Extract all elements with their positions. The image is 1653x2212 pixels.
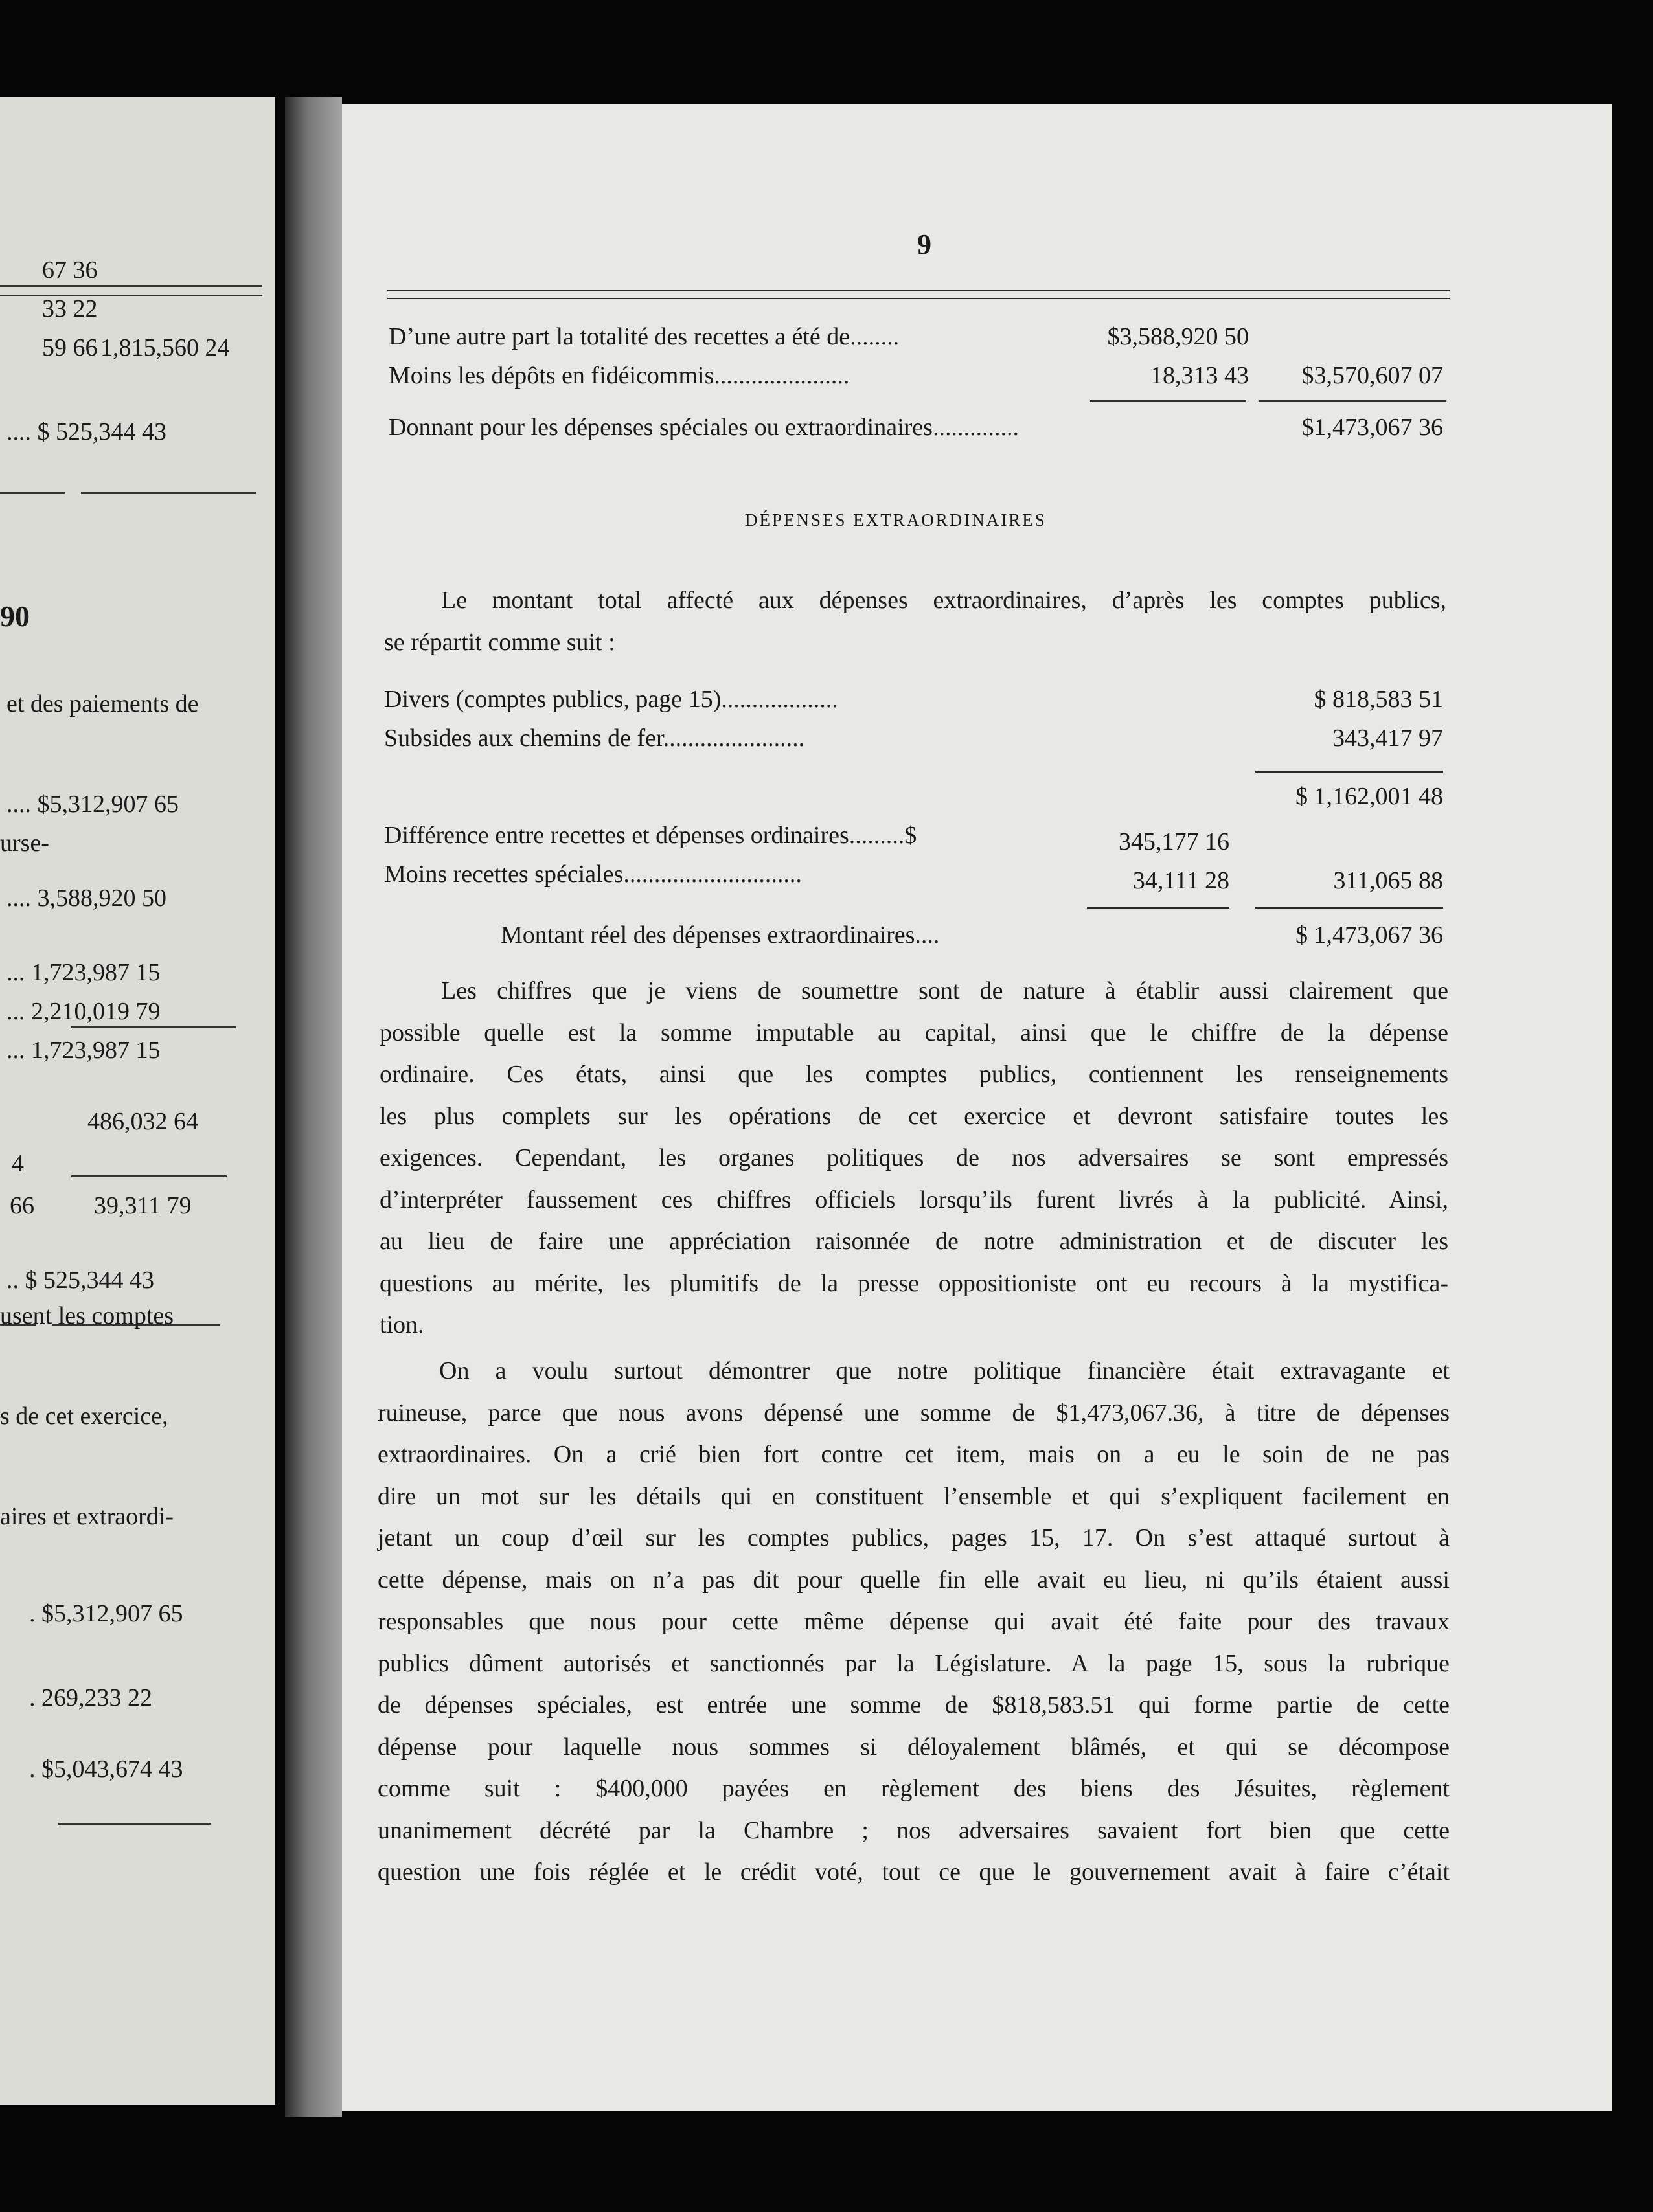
left-page-rule — [81, 492, 256, 494]
left-page-text: . $5,312,907 65 — [29, 1600, 183, 1627]
summary-value: 18,313 43 — [1150, 362, 1249, 389]
page-number: 9 — [917, 229, 931, 260]
left-page-text: 66 — [10, 1192, 34, 1219]
document-page — [342, 104, 1612, 2111]
text-line: au lieu de faire une appréciation raisonnée de notre administration et de discuter les — [380, 1228, 1448, 1255]
text-line: ordinaire. Ces états, ainsi que les comptes publics, contiennent les renseignements — [380, 1061, 1448, 1088]
sum-rule — [1255, 771, 1443, 773]
summary-label: D’une autre part la totalité des recettes a été de........ — [389, 323, 900, 350]
text-line: d’interpréter faussement ces chiffres officiels lorsqu’ils furent livrés à la publicité. Ainsi, — [380, 1186, 1448, 1213]
sum-rule — [1255, 907, 1443, 909]
text-line: jetant un coup d’œil sur les comptes publics, pages 15, 17. On s’est attaqué surtout à — [378, 1524, 1450, 1552]
text-line: tion. — [380, 1311, 424, 1338]
breakdown-label: Moins recettes spéciales............................. — [384, 861, 802, 888]
left-page-rule — [71, 1175, 227, 1177]
left-page-text: 59 66 — [42, 334, 98, 361]
sum-rule — [1259, 400, 1446, 402]
text-line: possible quelle est la somme imputable au capital, ainsi que le chiffre de la dépense — [380, 1019, 1448, 1046]
previous-page — [0, 97, 275, 2105]
breakdown-label: Divers (comptes publics, page 15)................... — [384, 686, 838, 713]
breakdown-value: 343,417 97 — [1332, 725, 1443, 752]
left-page-text: .... $5,312,907 65 — [6, 791, 179, 818]
intro-paragraph — [384, 580, 1446, 663]
left-page-text: s de cet exercice, — [0, 1403, 168, 1430]
left-page-text: 90 — [0, 600, 30, 633]
left-page-text: urse- — [0, 830, 49, 857]
summary-value: $3,570,607 07 — [1301, 362, 1443, 389]
text-line: ruineuse, parce que nous avons dépensé une somme de $1,473,067.36, à titre de dépenses — [378, 1399, 1450, 1427]
summary-value: $1,473,067 36 — [1301, 414, 1443, 441]
sum-rule — [1087, 907, 1229, 909]
text-line: questions au mérite, les plumitifs de la presse oppositioniste ont eu recours à la mystifica- — [380, 1269, 1448, 1297]
breakdown-label: Différence entre recettes et dépenses ordinaires.........$ — [384, 822, 917, 849]
text-line: dire un mot sur les détails qui en constituent l’ensemble et qui s’expliquent facilement en — [378, 1482, 1450, 1510]
left-page-text: et des paiements de — [6, 690, 199, 717]
summary-label: Moins les dépôts en fidéicommis...................... — [389, 362, 850, 389]
left-page-text: 486,032 64 — [87, 1108, 198, 1135]
header-rule — [387, 290, 1450, 291]
breakdown-value: 345,177 16 — [1119, 828, 1229, 855]
body-paragraph — [378, 1350, 1450, 1893]
text-line: cette dépense, mais on n’a pas dit pour quelle fin elle avait eu lieu, ni qu’ils étaient aussi — [378, 1566, 1450, 1594]
text-line: dépense pour laquelle nous sommes si déloyalement blâmés, et qui se décompose — [378, 1733, 1450, 1761]
text-line: responsables que nous pour cette même dépense qui avait été faite pour des travaux — [378, 1608, 1450, 1635]
sum-rule — [1090, 400, 1246, 402]
breakdown-value: $ 1,162,001 48 — [1295, 783, 1443, 810]
summary-value: $3,588,920 50 — [1107, 323, 1249, 350]
left-page-text: 39,311 79 — [94, 1192, 192, 1219]
breakdown-value: $ 1,473,067 36 — [1295, 921, 1443, 949]
left-page-text: ... 2,210,019 79 — [6, 998, 161, 1025]
left-page-text: aires et extraordi- — [0, 1503, 174, 1530]
breakdown-value: 311,065 88 — [1333, 867, 1443, 894]
text-line: question une fois réglée et le crédit voté, tout ce que le gouvernement avait à faire c’était — [378, 1858, 1450, 1886]
left-page-text: 67 36 — [42, 256, 98, 284]
left-page-text: .. $ 525,344 43 — [6, 1267, 154, 1294]
text-line: se répartit comme suit : — [384, 628, 615, 656]
left-page-text: 4 — [12, 1150, 24, 1177]
text-line: les plus complets sur les opérations de cet exercice et devront satisfaire toutes les — [380, 1102, 1448, 1130]
text-line: extraordinaires. On a crié bien fort contre cet item, mais on a eu le soin de ne pas — [378, 1441, 1450, 1468]
left-page-text: ... 1,723,987 15 — [6, 1037, 161, 1064]
left-page-rule — [0, 295, 262, 296]
body-paragraph — [380, 970, 1448, 1346]
left-page-rule — [0, 285, 262, 287]
left-page-text: . $5,043,674 43 — [29, 1755, 183, 1783]
text-line: de dépenses spéciales, est entrée une somme de $818,583.51 qui forme partie de cette — [378, 1691, 1450, 1719]
left-page-rule — [58, 1823, 211, 1825]
left-page-text: usent les comptes — [0, 1302, 174, 1329]
left-page-rule — [71, 1026, 236, 1028]
breakdown-value: 34,111 28 — [1132, 867, 1229, 894]
section-title: DÉPENSES EXTRAORDINAIRES — [745, 510, 1047, 530]
text-line: exigences. Cependant, les organes politiques de nos adversaires se sont empressés — [380, 1144, 1448, 1171]
text-line: publics dûment autorisés et sanctionnés par la Législature. A la page 15, sous la rubrique — [378, 1649, 1450, 1677]
summary-label: Donnant pour les dépenses spéciales ou extraordinaires.............. — [389, 414, 1019, 441]
left-page-rule — [0, 492, 65, 494]
left-page-text: .... 3,588,920 50 — [6, 885, 166, 912]
left-page-text: ... 1,723,987 15 — [6, 959, 161, 986]
left-page-text: .... $ 525,344 43 — [6, 418, 166, 446]
breakdown-label: Montant réel des dépenses extraordinaires.... — [501, 921, 940, 949]
text-line: unanimement décrété par la Chambre ; nos adversaires savaient fort bien que cette — [378, 1816, 1450, 1844]
left-page-text: 1,815,560 24 — [100, 334, 230, 361]
left-page-text: 33 22 — [42, 295, 98, 322]
book-binding — [285, 97, 342, 2117]
text-line: comme suit : $400,000 payées en règlement des biens des Jésuites, règlement — [378, 1775, 1450, 1802]
left-page-text: . 269,233 22 — [29, 1684, 152, 1711]
breakdown-value: $ 818,583 51 — [1314, 686, 1443, 713]
header-rule — [387, 298, 1450, 299]
text-line: On a voulu surtout démontrer que notre politique financière était extravagante et — [439, 1357, 1450, 1384]
text-line: Les chiffres que je viens de soumettre sont de nature à établir aussi clairement que — [441, 977, 1448, 1004]
text-line: Le montant total affecté aux dépenses extraordinaires, d’après les comptes publics, — [441, 587, 1446, 614]
breakdown-label: Subsides aux chemins de fer....................... — [384, 725, 805, 752]
